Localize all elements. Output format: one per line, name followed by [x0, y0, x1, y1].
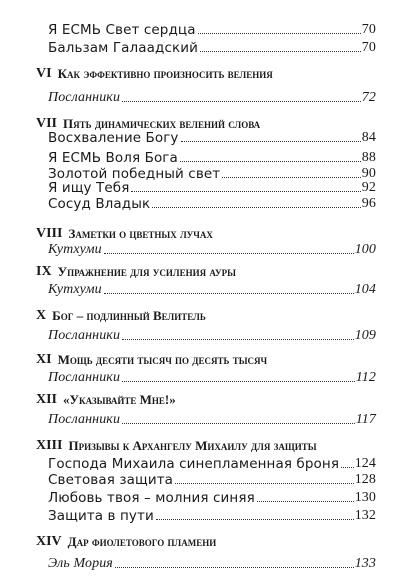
- toc-chapter-heading: [36, 530, 396, 550]
- chapter-number: VI: [36, 66, 52, 81]
- chapter-title: Как эффективно произносить веления: [57, 66, 273, 81]
- toc-entry: [48, 552, 376, 572]
- toc-entry: [48, 486, 376, 506]
- entry-page-number: 96: [361, 196, 376, 211]
- entry-page-number: 104: [354, 282, 376, 297]
- dot-leader: [200, 51, 361, 52]
- entry-page-number: 84: [361, 130, 376, 145]
- entry-title: Посланники: [48, 328, 121, 343]
- chapter-number: XIII: [36, 438, 63, 453]
- entry-title: Я ищу Тебя: [48, 180, 130, 196]
- toc-chapter-heading: [36, 388, 396, 408]
- toc-entry: [48, 324, 376, 344]
- chapter-number: XIV: [36, 534, 62, 549]
- toc-entry: [48, 468, 376, 488]
- chapter-number: X: [36, 308, 47, 323]
- dot-leader: [152, 207, 361, 208]
- chapter-number: XI: [36, 352, 52, 367]
- entry-title: Посланники: [48, 412, 121, 427]
- toc-entry: [48, 278, 376, 298]
- chapter-title: «Указывайте Мне!»: [63, 392, 176, 407]
- dot-leader: [181, 141, 361, 142]
- entry-page-number: 117: [355, 412, 376, 427]
- toc-entry: [48, 192, 376, 212]
- dot-leader: [122, 101, 361, 102]
- entry-page-number: 112: [355, 370, 376, 385]
- toc-entry: [48, 408, 376, 428]
- entry-title: Господа Михаила синепламенная броня: [48, 456, 340, 472]
- toc-chapter-heading: [36, 304, 396, 324]
- entry-page-number: 124: [354, 456, 376, 471]
- toc-chapter-heading: [36, 62, 396, 82]
- toc-chapter-heading: [36, 434, 396, 454]
- entry-title: Световая защита: [48, 472, 174, 488]
- entry-page-number: 70: [361, 40, 376, 55]
- dot-leader: [104, 293, 354, 294]
- entry-page-number: 90: [361, 166, 376, 181]
- toc-entry: [48, 366, 376, 386]
- toc-entry: [48, 504, 376, 524]
- entry-title: Посланники: [48, 90, 121, 105]
- dot-leader: [122, 381, 355, 382]
- dot-leader: [122, 339, 354, 340]
- entry-title: Золотой победный свет: [48, 166, 221, 182]
- toc-chapter-heading: [36, 260, 396, 280]
- toc-chapter-heading: [36, 348, 396, 368]
- entry-page-number: 92: [361, 180, 376, 195]
- dot-leader: [257, 501, 354, 502]
- entry-title: Я ЕСМЬ Свет сердца: [48, 22, 196, 38]
- chapter-title: Бог – подлинный Велитель: [52, 308, 206, 323]
- dot-leader: [175, 483, 354, 484]
- entry-page-number: 133: [354, 556, 376, 571]
- dot-leader: [156, 519, 354, 520]
- entry-title: Сосуд Владык: [48, 196, 151, 212]
- chapter-title: Мощь десяти тысяч по десять тысяч: [57, 352, 268, 367]
- entry-title: Восхваление Богу: [48, 130, 179, 146]
- entry-page-number: 70: [361, 22, 376, 37]
- toc-entry: [48, 86, 376, 106]
- entry-title: Бальзам Галаадский: [48, 40, 198, 56]
- entry-page-number: 109: [354, 328, 376, 343]
- dot-leader: [122, 423, 355, 424]
- entry-title: Кутхуми: [48, 282, 102, 297]
- chapter-number: IX: [36, 264, 52, 279]
- entry-page-number: 100: [354, 242, 376, 257]
- toc-entry: [48, 126, 376, 146]
- chapter-title: Упражнение для усиления ауры: [57, 264, 236, 279]
- entry-title: Защита в пути: [48, 508, 154, 524]
- entry-page-number: 128: [354, 472, 376, 487]
- entry-title: Я ЕСМЬ Воля Бога: [48, 150, 178, 166]
- chapter-title: Заметки о цветных лучах: [68, 226, 213, 241]
- dot-leader: [104, 253, 354, 254]
- entry-title: Кутхуми: [48, 242, 102, 257]
- entry-page-number: 132: [354, 508, 376, 523]
- chapter-number: VII: [36, 116, 58, 131]
- chapter-title: Пять динамических велений слова: [63, 116, 261, 131]
- entry-title: Посланники: [48, 370, 121, 385]
- toc-entry: [48, 238, 376, 258]
- chapter-title: Призывы к Архангелу Михаилу для защиты: [68, 438, 317, 453]
- entry-title: Любовь твоя – молния синяя: [48, 490, 255, 506]
- entry-page-number: 88: [361, 150, 376, 165]
- dot-leader: [115, 567, 354, 568]
- toc-entry: [48, 36, 376, 56]
- chapter-title: Дар фиолетового пламени: [67, 534, 217, 549]
- dot-leader: [198, 33, 361, 34]
- chapter-number: VIII: [36, 226, 63, 241]
- entry-page-number: 130: [354, 490, 376, 505]
- toc-entry: [48, 18, 376, 38]
- entry-page-number: 72: [361, 90, 376, 105]
- entry-title: Эль Мория: [48, 556, 113, 571]
- chapter-number: XII: [36, 392, 58, 407]
